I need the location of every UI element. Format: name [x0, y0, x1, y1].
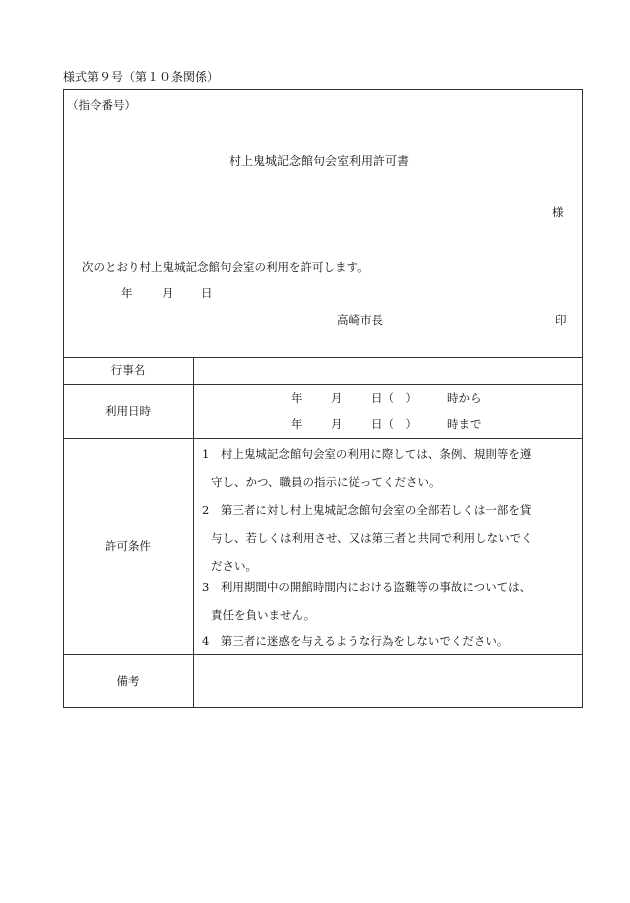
condition-number: 3 [202, 580, 210, 594]
condition-item-1 [202, 440, 578, 496]
condition-line: 村上鬼城記念館句会室の利用に際しては、条例、規則等を遵 [220, 447, 532, 461]
document-title: 村上鬼城記念館句会室利用許可書 [229, 154, 410, 168]
condition-item-4 [202, 627, 578, 655]
event-name-label: 行事名 [110, 363, 146, 377]
condition-item-2 [202, 496, 578, 580]
event-name-field[interactable] [194, 358, 582, 384]
start-time-suffix: 時から [447, 391, 482, 405]
start-month: 月 [331, 391, 343, 405]
datetime-label: 利用日時 [105, 404, 151, 418]
condition-line: 第三者に迷惑を与えるような行為をしないでください。 [220, 634, 509, 648]
date-month: 月 [162, 286, 174, 300]
date-day: 日 [201, 286, 213, 300]
condition-line: 責任を負いません。 [211, 608, 316, 622]
recipient-suffix: 様 [552, 205, 564, 219]
issuer-title: 高崎市長 [337, 313, 383, 327]
condition-line: 第三者に対し村上鬼城記念館句会室の全部若しくは一部を貸 [220, 503, 532, 517]
condition-line: 利用期間中の開館時間内における盗難等の事故については、 [220, 580, 532, 594]
end-year: 年 [291, 417, 303, 431]
form-number-label: 様式第９号（第１０条関係） [63, 70, 220, 84]
start-year: 年 [291, 391, 303, 405]
end-time-suffix: 時まで [447, 417, 482, 431]
directive-number: （指令番号） [67, 98, 136, 112]
end-month: 月 [331, 417, 343, 431]
permit-conditions-label: 許可条件 [105, 539, 151, 553]
condition-number: 1 [202, 447, 210, 461]
condition-line: 守し、かつ、職員の指示に従ってください。 [211, 475, 441, 489]
remarks-label: 備考 [116, 674, 140, 688]
seal-mark: 印 [555, 313, 567, 327]
date-year: 年 [121, 286, 133, 300]
end-day: 日（ ） [371, 417, 417, 431]
permission-statement: 次のとおり村上鬼城記念館句会室の利用を許可します。 [82, 260, 369, 274]
condition-line: 与し、若しくは利用させ、又は第三者と共同で利用しないでく [211, 531, 533, 545]
condition-item-3 [202, 573, 578, 629]
remarks-field[interactable] [194, 655, 582, 707]
start-day: 日（ ） [371, 391, 417, 405]
condition-number: 4 [202, 634, 210, 648]
condition-line: ださい。 [211, 559, 257, 573]
condition-number: 2 [202, 503, 210, 517]
